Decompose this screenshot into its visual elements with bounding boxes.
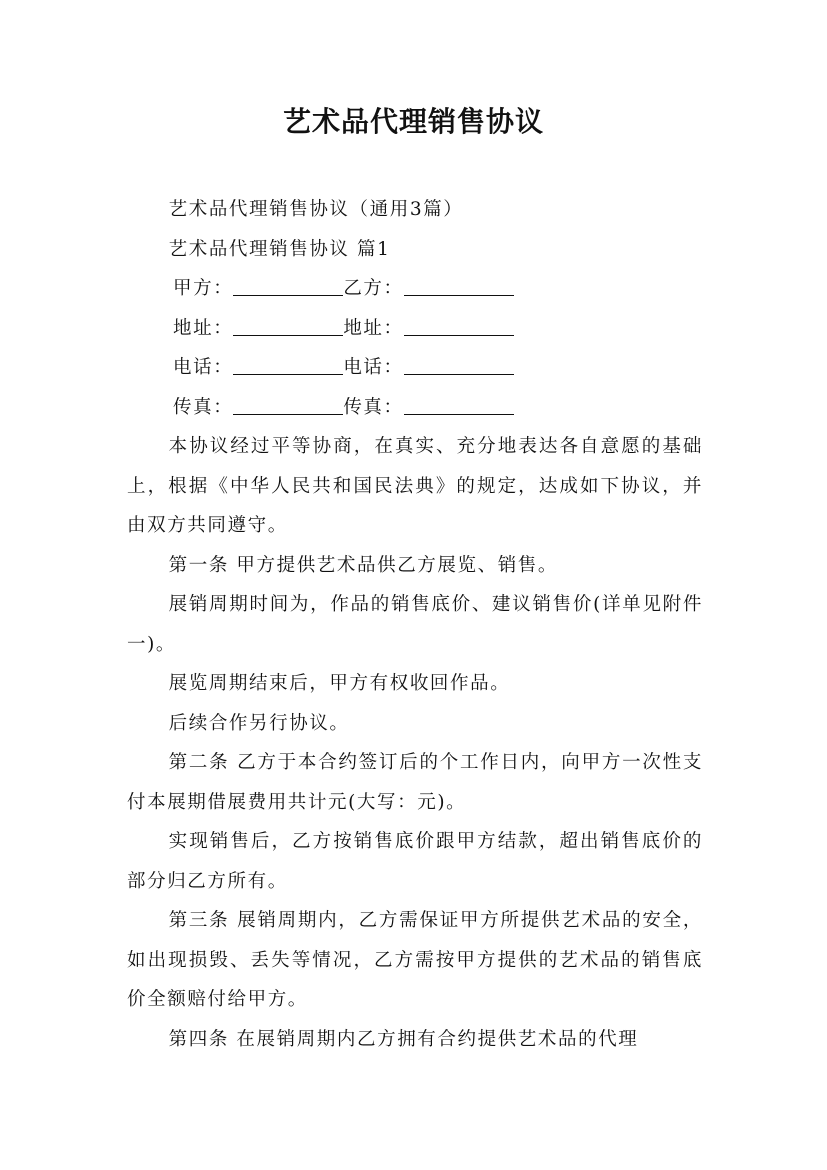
intro-line: 艺术品代理销售协议 篇1 <box>168 238 391 260</box>
document-body <box>127 190 703 1059</box>
field-label: 电话： <box>343 357 404 378</box>
blank-line <box>233 413 343 415</box>
paragraph: 第一条 甲方提供艺术品供乙方展览、销售。 <box>168 554 559 576</box>
party-field-row <box>127 269 703 309</box>
field-label: 传真： <box>173 396 234 418</box>
blank-line <box>233 373 343 375</box>
field-label: 电话： <box>173 357 234 378</box>
field-label: 乙方： <box>343 278 404 299</box>
paragraph: 后续合作另行协议。 <box>168 712 350 734</box>
blank-line <box>233 294 343 296</box>
paragraph: 展销周期时间为，作品的销售底价、建议销售价(详单见附件一)。 <box>127 594 703 655</box>
paragraph: 本协议经过平等协商，在真实、充分地表达各自意愿的基础上，根据《中华人民共和国民法典》的规定，达成如下协议，并由双方共同遵守。 <box>127 436 703 536</box>
paragraph: 实现销售后，乙方按销售底价跟甲方结款，超出销售底价的部分归乙方所有。 <box>127 831 703 892</box>
paragraph: 第三条 展销周期内，乙方需保证甲方所提供艺术品的安全，如出现损毁、丢失等情况，乙方需按甲方提供的艺术品的销售底价全额赔付给甲方。 <box>127 910 703 1010</box>
party-field-row <box>127 348 703 388</box>
document-title: 艺术品代理销售协议 <box>282 105 544 138</box>
blank-line <box>233 334 343 336</box>
paragraph: 展览周期结束后，甲方有权收回作品。 <box>168 673 511 694</box>
party-field-row <box>127 309 703 349</box>
field-label: 甲方： <box>173 278 234 299</box>
field-label: 地址： <box>173 317 234 339</box>
paragraph: 第二条 乙方于本合约签订后的个工作日内，向甲方一次性支付本展期借展费用共计元(大写：元)。 <box>127 752 703 813</box>
intro-line: 艺术品代理销售协议（通用3篇） <box>168 199 464 220</box>
blank-line <box>404 334 514 336</box>
paragraph: 第四条 在展销周期内乙方拥有合约提供艺术品的代理 <box>168 1028 639 1050</box>
field-label: 地址： <box>343 317 404 339</box>
blank-line <box>404 373 514 375</box>
field-label: 传真： <box>343 396 404 418</box>
blank-line <box>404 294 514 296</box>
blank-line <box>404 413 514 415</box>
party-field-row <box>127 388 703 428</box>
